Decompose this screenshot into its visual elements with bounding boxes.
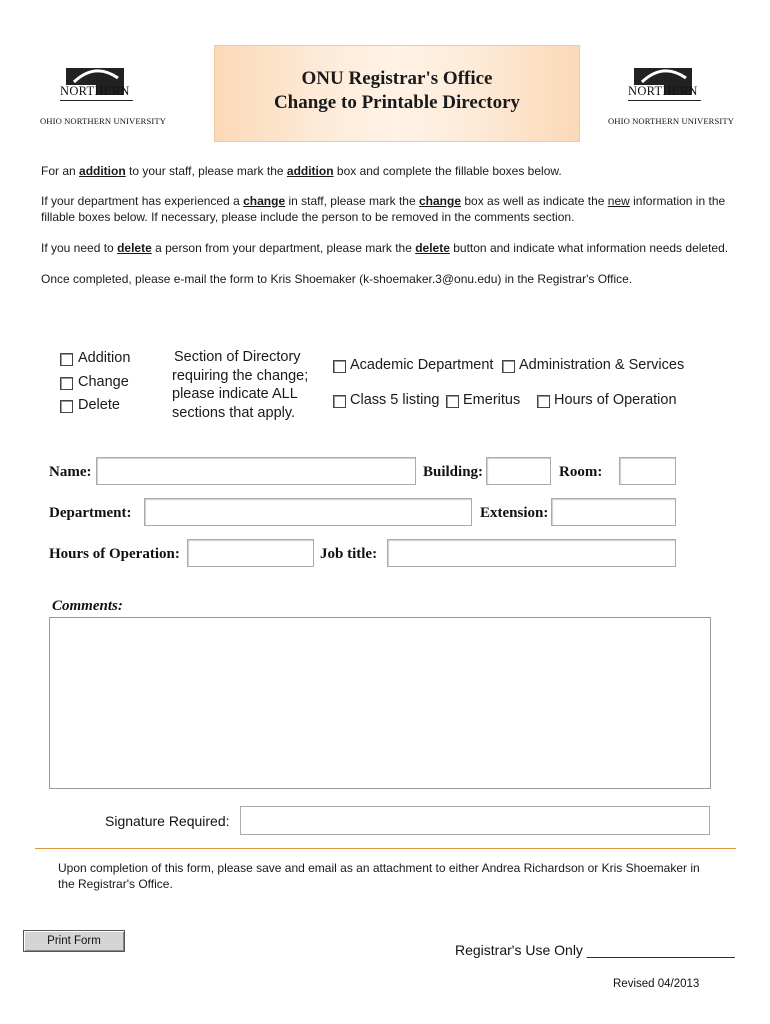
job-title-label: Job title: [320,546,378,562]
change-label: Change [78,374,129,390]
extension-label: Extension: [480,505,549,521]
divider [35,848,736,849]
signature-field[interactable] [240,806,710,835]
delete-label: Delete [78,397,120,413]
delete-checkbox[interactable] [60,400,73,413]
section-note-line-1: Section of Directory [174,349,301,365]
building-label: Building: [423,464,484,480]
section-note-line-4: sections that apply. [172,405,296,421]
revision-date: Revised 04/2013 [613,978,700,990]
instruction-delete: If you need to delete a person from your department, please mark the delete button and indicate what information needs deleted. [41,241,729,255]
change-checkbox[interactable] [60,377,73,390]
department-field[interactable] [144,498,472,526]
logo-northern-text: NORTHERN [628,84,698,98]
onu-logo-right [608,68,738,138]
addition-label: Addition [78,350,131,366]
instruction-email: Once completed, please e-mail the form to Kris Shoemaker (k-shoemaker.3@onu.edu) in the Registrar's Office. [41,272,633,286]
administration-services-checkbox[interactable] [502,360,515,373]
logo-university-text: OHIO NORTHERN UNIVERSITY [608,116,735,126]
footer-instructions: Upon completion of this form, please save and email as an attachment to either Andrea Richardson or Kris Shoemaker in the Registrar's Office. [58,861,700,891]
comments-label: Comments: [52,598,123,614]
instruction-addition: For an addition to your staff, please mark the addition box and complete the fillable boxes below. [41,164,562,178]
emeritus-checkbox[interactable] [446,395,459,408]
title-line-2: Change to Printable Directory [273,92,521,113]
comments-textarea[interactable] [49,617,711,789]
section-note-line-3: please indicate ALL [172,386,298,402]
job-title-field[interactable] [387,539,676,567]
extension-field[interactable] [551,498,676,526]
onu-logo-left [40,68,170,138]
title-line-1: ONU Registrar's Office [301,68,493,89]
instruction-change: If your department has experienced a change in staff, please mark the change box as well as indicate the new information in the fillable boxes below. If necessary, please include the person to be removed in the comments section. [41,194,726,224]
section-note-line-2: requiring the change; [172,368,309,384]
emeritus-label: Emeritus [463,392,521,408]
logo-rule [60,100,133,101]
logo-rule [628,100,701,101]
logo-university-text: OHIO NORTHERN UNIVERSITY [40,116,167,126]
hours-of-operation-checkbox[interactable] [537,395,550,408]
academic-department-checkbox[interactable] [333,360,346,373]
print-form-button[interactable]: Print Form [23,930,125,952]
name-field[interactable] [96,457,416,485]
name-label: Name: [49,464,92,480]
academic-department-label: Academic Department [350,357,494,373]
logo-northern-text: NORTHERN [60,84,130,98]
building-field[interactable] [486,457,551,485]
class5-listing-label: Class 5 listing [350,392,440,408]
administration-services-label: Administration & Services [519,357,685,373]
addition-checkbox[interactable] [60,353,73,366]
registrar-use-only: Registrar's Use Only ___________________ [455,942,735,958]
room-field[interactable] [619,457,676,485]
signature-label: Signature Required: [105,813,230,829]
hours-of-operation-label: Hours of Operation [554,392,677,408]
room-label: Room: [559,464,603,480]
hours-field[interactable] [187,539,314,567]
title-box [214,45,580,142]
class5-listing-checkbox[interactable] [333,395,346,408]
department-label: Department: [49,505,132,521]
hours-label: Hours of Operation: [49,546,180,562]
